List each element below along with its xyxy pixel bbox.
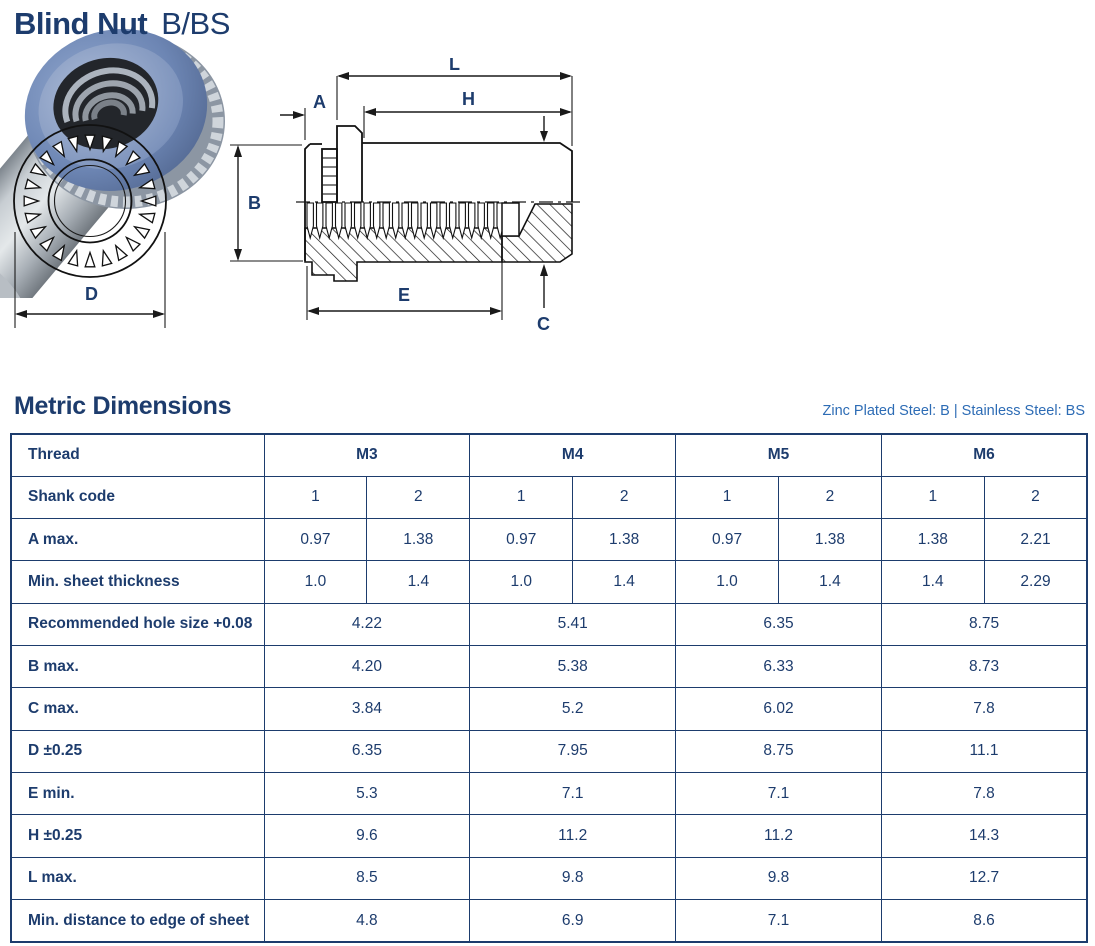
cell-value: 6.02	[676, 688, 882, 730]
table-row	[11, 603, 1087, 645]
cell-value: 7.1	[470, 773, 676, 815]
front-view-drawing	[5, 98, 195, 343]
section-view-drawing	[212, 58, 616, 345]
cell-value: 9.8	[676, 857, 882, 899]
table-row	[11, 815, 1087, 857]
thread-column-header: M6	[881, 434, 1087, 476]
cell-value: 2	[573, 476, 676, 518]
row-label: D ±0.25	[11, 730, 264, 772]
cell-value: 3.84	[264, 688, 470, 730]
cell-value: 1.0	[264, 561, 367, 603]
cell-value: 8.75	[676, 730, 882, 772]
metric-dimensions-table	[10, 433, 1088, 943]
dim-label-D: D	[85, 284, 98, 304]
cell-value: 2.21	[984, 519, 1087, 561]
row-label: A max.	[11, 519, 264, 561]
cell-value: 12.7	[881, 857, 1087, 899]
cell-value: 7.1	[676, 900, 882, 942]
cell-value: 7.1	[676, 773, 882, 815]
row-label: Shank code	[11, 476, 264, 518]
thread-column-header: M5	[676, 434, 882, 476]
cell-value: 1.38	[573, 519, 676, 561]
material-note: Zinc Plated Steel: B | Stainless Steel: BS	[822, 403, 1085, 419]
cell-value: 1	[264, 476, 367, 518]
cell-value: 2	[984, 476, 1087, 518]
cell-value: 4.22	[264, 603, 470, 645]
table-row	[11, 857, 1087, 899]
row-label: Min. distance to edge of sheet	[11, 900, 264, 942]
cell-value: 2.29	[984, 561, 1087, 603]
cell-value: 5.38	[470, 646, 676, 688]
row-label-thread: Thread	[11, 434, 264, 476]
cell-value: 0.97	[264, 519, 367, 561]
cell-value: 8.73	[881, 646, 1087, 688]
dim-label-B: B	[248, 193, 261, 213]
cell-value: 1	[470, 476, 573, 518]
table-row	[11, 900, 1087, 942]
cell-value: 0.97	[470, 519, 573, 561]
dim-label-A: A	[313, 92, 326, 112]
cell-value: 11.2	[676, 815, 882, 857]
table-row	[11, 730, 1087, 772]
cell-value: 5.3	[264, 773, 470, 815]
dim-label-E: E	[398, 285, 411, 305]
cell-value: 5.2	[470, 688, 676, 730]
cell-value: 0.97	[676, 519, 779, 561]
cell-value: 14.3	[881, 815, 1087, 857]
thread-column-header: M4	[470, 434, 676, 476]
cell-value: 1	[676, 476, 779, 518]
row-label: H ±0.25	[11, 815, 264, 857]
cell-value: 9.8	[470, 857, 676, 899]
table-row	[11, 434, 1087, 476]
row-label: Recommended hole size +0.08	[11, 603, 264, 645]
row-label: E min.	[11, 773, 264, 815]
cell-value: 1.38	[778, 519, 881, 561]
cell-value: 11.1	[881, 730, 1087, 772]
cell-value: 5.41	[470, 603, 676, 645]
table-row	[11, 561, 1087, 603]
cell-value: 1.0	[676, 561, 779, 603]
thread-column-header: M3	[264, 434, 470, 476]
cell-value: 9.6	[264, 815, 470, 857]
cell-value: 11.2	[470, 815, 676, 857]
product-code: B/BS	[161, 6, 230, 41]
row-label: B max.	[11, 646, 264, 688]
cell-value: 1.38	[367, 519, 470, 561]
table-row	[11, 773, 1087, 815]
cell-value: 7.8	[881, 688, 1087, 730]
cell-value: 6.35	[676, 603, 882, 645]
cell-value: 8.6	[881, 900, 1087, 942]
cell-value: 7.8	[881, 773, 1087, 815]
dim-label-H: H	[462, 89, 475, 109]
cell-value: 6.35	[264, 730, 470, 772]
cell-value: 1.38	[881, 519, 984, 561]
row-label: Min. sheet thickness	[11, 561, 264, 603]
cell-value: 4.20	[264, 646, 470, 688]
cell-value: 4.8	[264, 900, 470, 942]
page-title	[14, 6, 230, 42]
row-label: L max.	[11, 857, 264, 899]
cell-value: 1.0	[470, 561, 573, 603]
cell-value: 1.4	[367, 561, 470, 603]
cell-value: 7.95	[470, 730, 676, 772]
table-row	[11, 646, 1087, 688]
cell-value: 1.4	[573, 561, 676, 603]
cell-value: 6.33	[676, 646, 882, 688]
cell-value: 2	[778, 476, 881, 518]
dim-label-L: L	[449, 58, 460, 74]
table-row	[11, 688, 1087, 730]
table-row	[11, 519, 1087, 561]
section-heading: Metric Dimensions	[14, 392, 232, 420]
cell-value: 8.5	[264, 857, 470, 899]
dim-label-C: C	[537, 314, 550, 334]
cell-value: 8.75	[881, 603, 1087, 645]
cell-value: 6.9	[470, 900, 676, 942]
product-name: Blind Nut	[14, 6, 148, 41]
cell-value: 1.4	[778, 561, 881, 603]
row-label: C max.	[11, 688, 264, 730]
cell-value: 1	[881, 476, 984, 518]
serration-teeth	[24, 135, 156, 267]
cell-value: 1.4	[881, 561, 984, 603]
cell-value: 2	[367, 476, 470, 518]
table-row	[11, 476, 1087, 518]
